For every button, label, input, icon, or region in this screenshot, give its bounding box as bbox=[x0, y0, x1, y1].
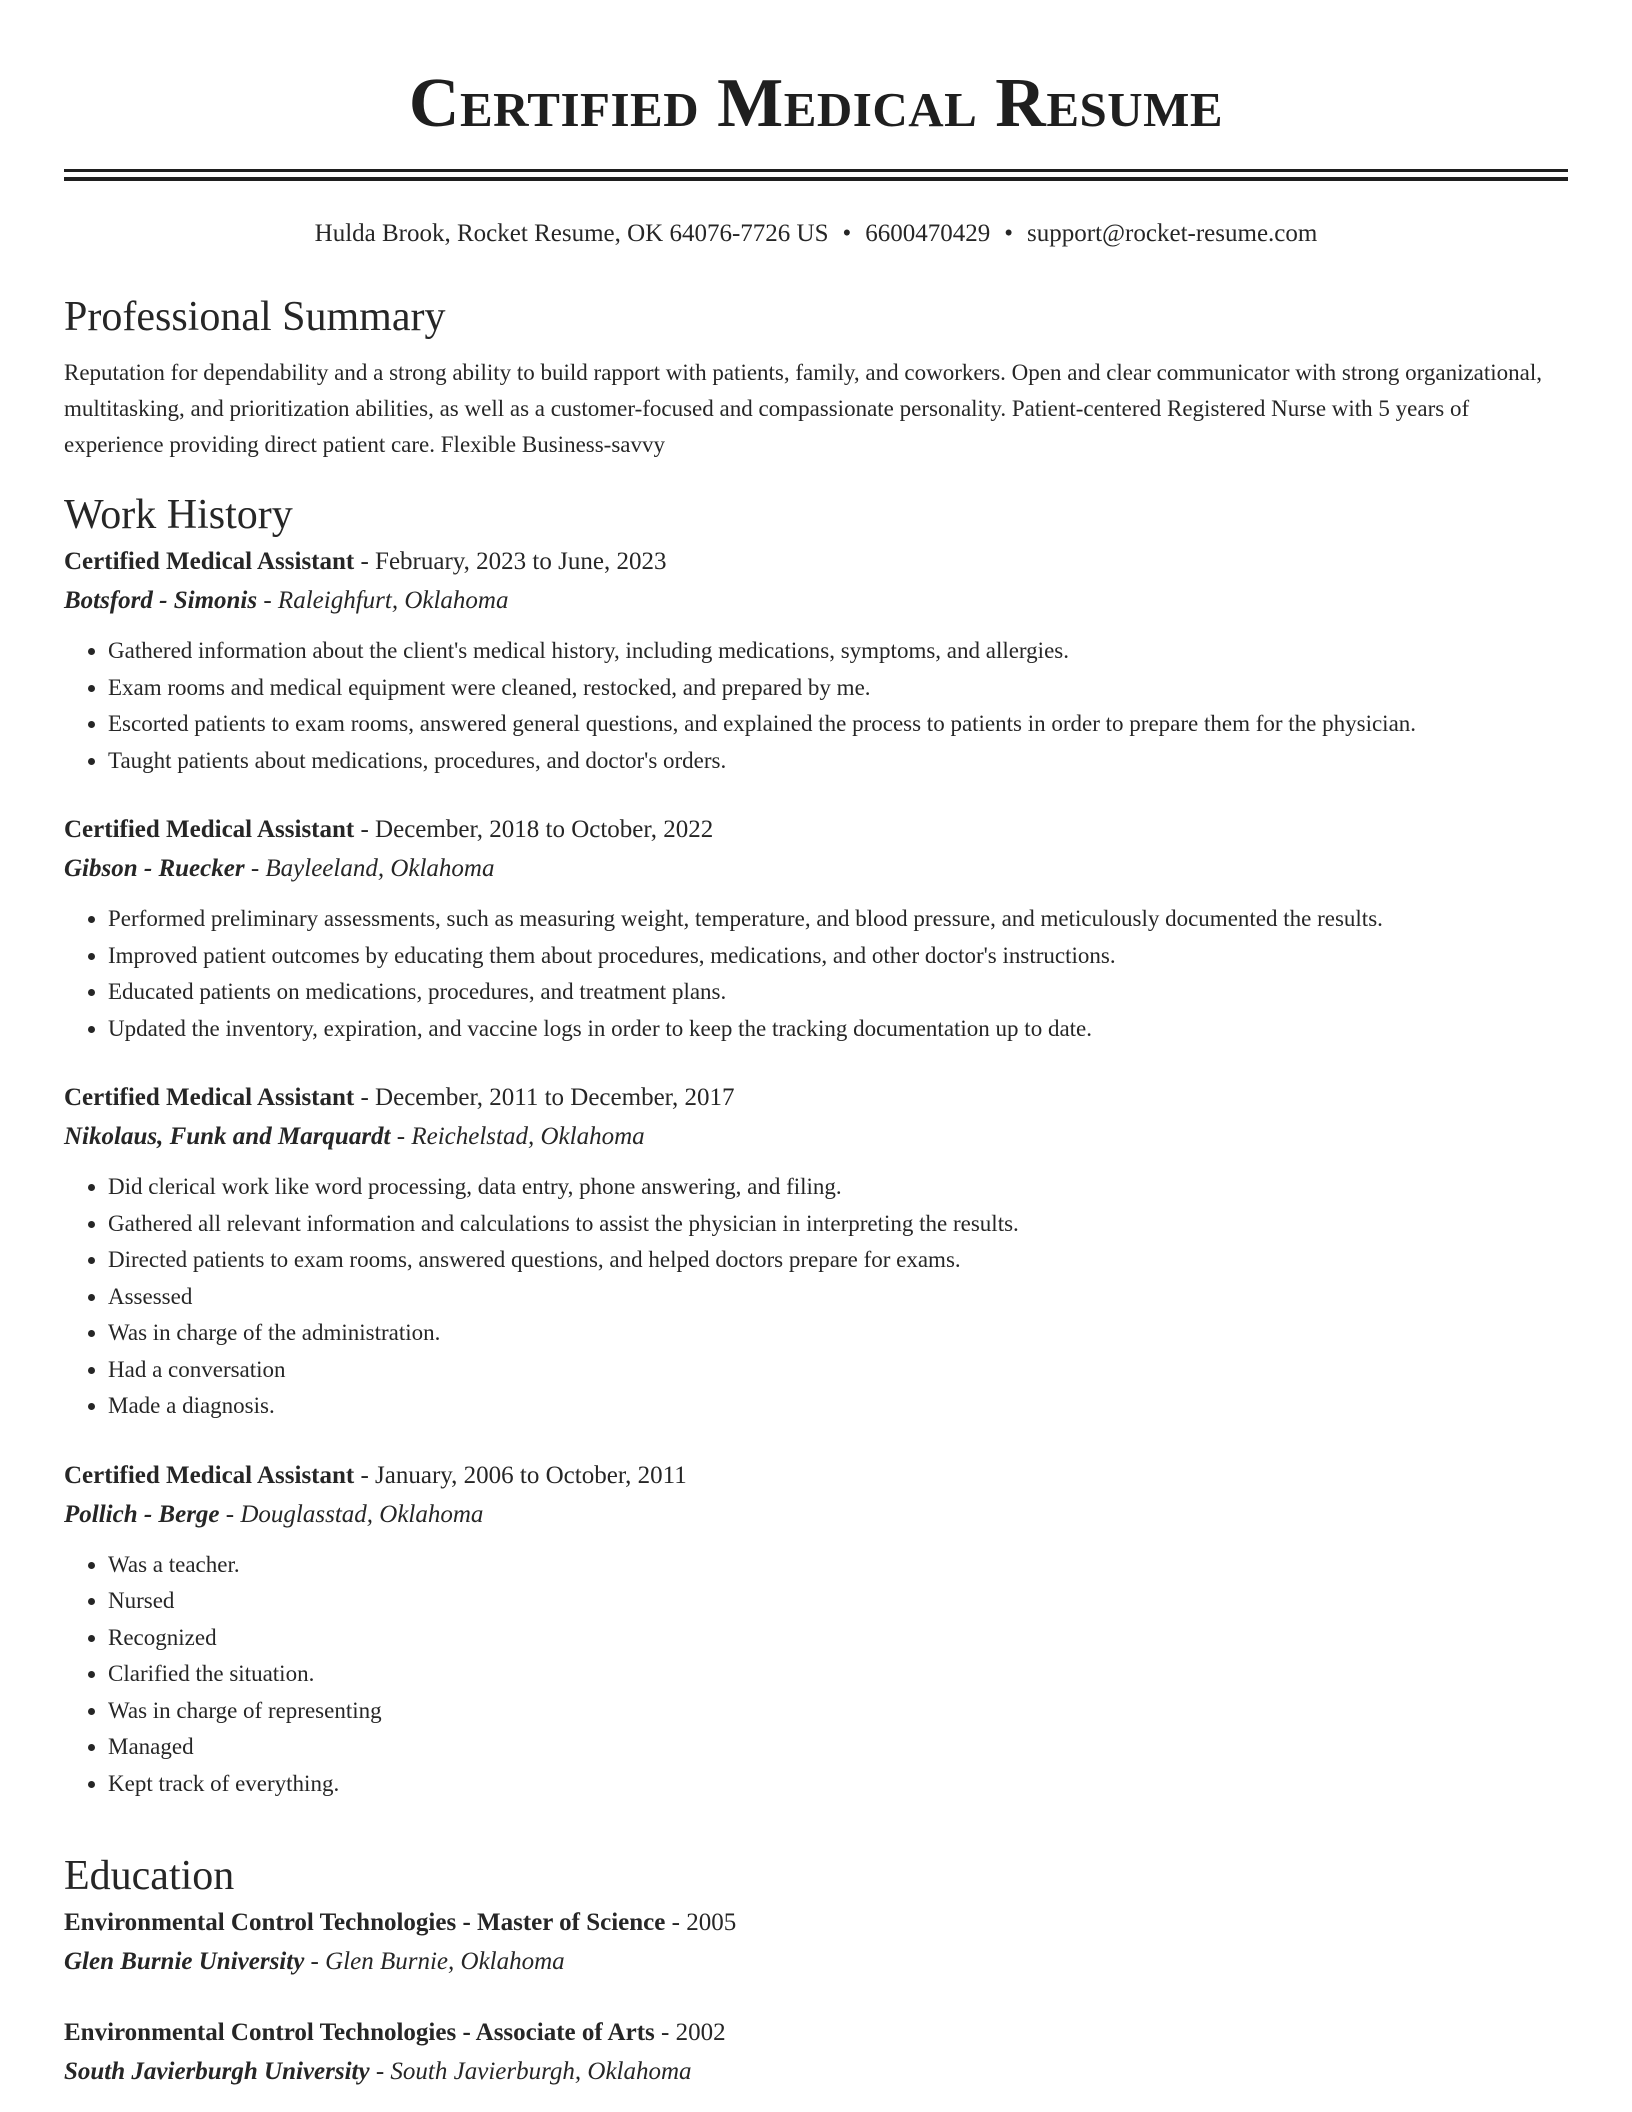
job-duty-item: • Was in charge of representing bbox=[108, 1693, 1568, 1730]
contact-phone: 6600470429 bbox=[865, 220, 991, 247]
education-entry bbox=[64, 2014, 1568, 2092]
job-dates: - December, 2018 to October, 2022 bbox=[354, 816, 714, 843]
job-heading bbox=[64, 1079, 1568, 1117]
job-heading bbox=[64, 811, 1568, 849]
education-heading-line bbox=[64, 2014, 1568, 2052]
education-year: - 2005 bbox=[665, 1909, 737, 1936]
job-title: Certified Medical Assistant bbox=[64, 548, 355, 575]
job-duty-item: • Gathered all relevant information and calculations to assist the physician in interpreting the results. bbox=[108, 1206, 1568, 1243]
job-title: Certified Medical Assistant bbox=[64, 816, 355, 843]
education-year: - 2002 bbox=[654, 2019, 726, 2046]
job-dates: - December, 2011 to December, 2017 bbox=[354, 1084, 735, 1111]
education-location: - South Javierburgh, Oklahoma bbox=[369, 2058, 692, 2085]
job-company: Gibson - Ruecker bbox=[64, 855, 245, 882]
job-location: - Bayleeland, Oklahoma bbox=[244, 855, 495, 882]
title-rule-bottom bbox=[64, 177, 1568, 181]
job-duty-item: • Assessed bbox=[108, 1279, 1568, 1316]
job-duty-item: • Directed patients to exam rooms, answered questions, and helped doctors prepare for exams. bbox=[108, 1242, 1568, 1279]
education-school-line bbox=[64, 1942, 1568, 1982]
job-duty-item: • Exam rooms and medical equipment were cleaned, restocked, and prepared by me. bbox=[108, 670, 1568, 707]
work-history-heading: Work History bbox=[64, 492, 293, 538]
job-employer bbox=[64, 849, 1568, 889]
job-duty-item: • Updated the inventory, expiration, and vaccine logs in order to keep the tracking documentation up to date. bbox=[108, 1011, 1568, 1048]
job-duty-item: • Made a diagnosis. bbox=[108, 1388, 1568, 1425]
job-duties-list bbox=[64, 1547, 1568, 1803]
job-location: - Raleighfurt, Oklahoma bbox=[257, 587, 509, 614]
job-duty-item: • Managed bbox=[108, 1729, 1568, 1766]
job-heading bbox=[64, 1457, 1568, 1495]
work-history-list bbox=[64, 543, 1568, 1834]
resume-title: Certified Medical Resume bbox=[408, 65, 1224, 142]
job-duty-item: • Recognized bbox=[108, 1620, 1568, 1657]
job-duty-item: • Kept track of everything. bbox=[108, 1766, 1568, 1803]
education-school: Glen Burnie University bbox=[64, 1948, 305, 1975]
education-degree: Environmental Control Technologies - Master of Science bbox=[64, 1909, 666, 1936]
job-duty-item: • Was a teacher. bbox=[108, 1547, 1568, 1584]
summary-text: Reputation for dependability and a strong ability to build rapport with patients, family, and coworkers. Open and clear communicator with strong organizational, multitasking, and prioritization abilities, as well as a customer-focused and compassionate personality. Patient-centered Registered Nurse with 5 years of experience providing direct patient care. Flexible Business-savvy bbox=[64, 360, 1543, 457]
job-duties-list bbox=[64, 633, 1568, 779]
education-spacer bbox=[64, 1982, 1568, 2014]
summary-heading: Professional Summary bbox=[64, 294, 446, 340]
education-heading: Education bbox=[64, 1853, 235, 1899]
job-entry bbox=[64, 1079, 1568, 1425]
contact-separator: • bbox=[842, 220, 852, 247]
job-duty-item: • Educated patients on medications, procedures, and treatment plans. bbox=[108, 974, 1568, 1011]
job-dates: - January, 2006 to October, 2011 bbox=[354, 1461, 687, 1489]
job-duties-list bbox=[64, 1169, 1568, 1425]
job-entry bbox=[64, 1457, 1568, 1803]
job-duty-item: • Was in charge of the administration. bbox=[108, 1315, 1568, 1352]
job-employer bbox=[64, 1117, 1568, 1157]
job-entry bbox=[64, 811, 1568, 1047]
job-location: - Douglasstad, Oklahoma bbox=[219, 1500, 484, 1528]
job-location: - Reichelstad, Oklahoma bbox=[390, 1123, 645, 1150]
job-duty-item: • Did clerical work like word processing, data entry, phone answering, and filing. bbox=[108, 1169, 1568, 1206]
job-company: Nikolaus, Funk and Marquardt bbox=[64, 1123, 391, 1150]
job-spacer bbox=[64, 779, 1568, 811]
education-list bbox=[64, 1904, 1568, 2092]
job-duty-item: • Clarified the situation. bbox=[108, 1656, 1568, 1693]
job-duty-item: • Had a conversation bbox=[108, 1352, 1568, 1389]
title-rule-top bbox=[64, 169, 1568, 172]
contact-email[interactable]: support@rocket-resume.com bbox=[1027, 220, 1318, 247]
job-employer bbox=[64, 1495, 1568, 1535]
job-duty-item: • Gathered information about the client's medical history, including medications, symptoms, and allergies. bbox=[108, 633, 1568, 670]
job-company: Botsford - Simonis bbox=[64, 587, 258, 614]
education-school-line bbox=[64, 2052, 1568, 2092]
job-duty-item: • Taught patients about medications, procedures, and doctor's orders. bbox=[108, 743, 1568, 780]
job-company: Pollich - Berge bbox=[64, 1500, 220, 1528]
job-entry bbox=[64, 543, 1568, 779]
contact-line bbox=[64, 217, 1568, 251]
job-dates: - February, 2023 to June, 2023 bbox=[354, 548, 667, 575]
job-title: Certified Medical Assistant bbox=[64, 1461, 355, 1489]
contact-address: Hulda Brook, Rocket Resume, OK 64076-7726 US bbox=[314, 220, 829, 247]
job-employer bbox=[64, 581, 1568, 621]
job-duty-item: • Improved patient outcomes by educating them about procedures, medications, and other doctor's instructions. bbox=[108, 938, 1568, 975]
job-duty-item: • Performed preliminary assessments, such as measuring weight, temperature, and blood pressure, and meticulously documented the results. bbox=[108, 901, 1568, 938]
job-spacer bbox=[64, 1425, 1568, 1457]
job-duty-item: • Nursed bbox=[108, 1583, 1568, 1620]
job-duty-item: • Escorted patients to exam rooms, answered general questions, and explained the process to patients in order to prepare them for the physician. bbox=[108, 706, 1568, 743]
job-spacer bbox=[64, 1802, 1568, 1834]
job-duties-list bbox=[64, 901, 1568, 1047]
education-location: - Glen Burnie, Oklahoma bbox=[304, 1948, 565, 1975]
education-degree: Environmental Control Technologies - Associate of Arts bbox=[64, 2019, 655, 2046]
job-spacer bbox=[64, 1047, 1568, 1079]
education-heading-line bbox=[64, 1904, 1568, 1942]
education-entry bbox=[64, 1904, 1568, 1982]
job-title: Certified Medical Assistant bbox=[64, 1084, 355, 1111]
contact-separator: • bbox=[1004, 220, 1014, 247]
education-school: South Javierburgh University bbox=[64, 2058, 370, 2085]
job-heading bbox=[64, 543, 1568, 581]
